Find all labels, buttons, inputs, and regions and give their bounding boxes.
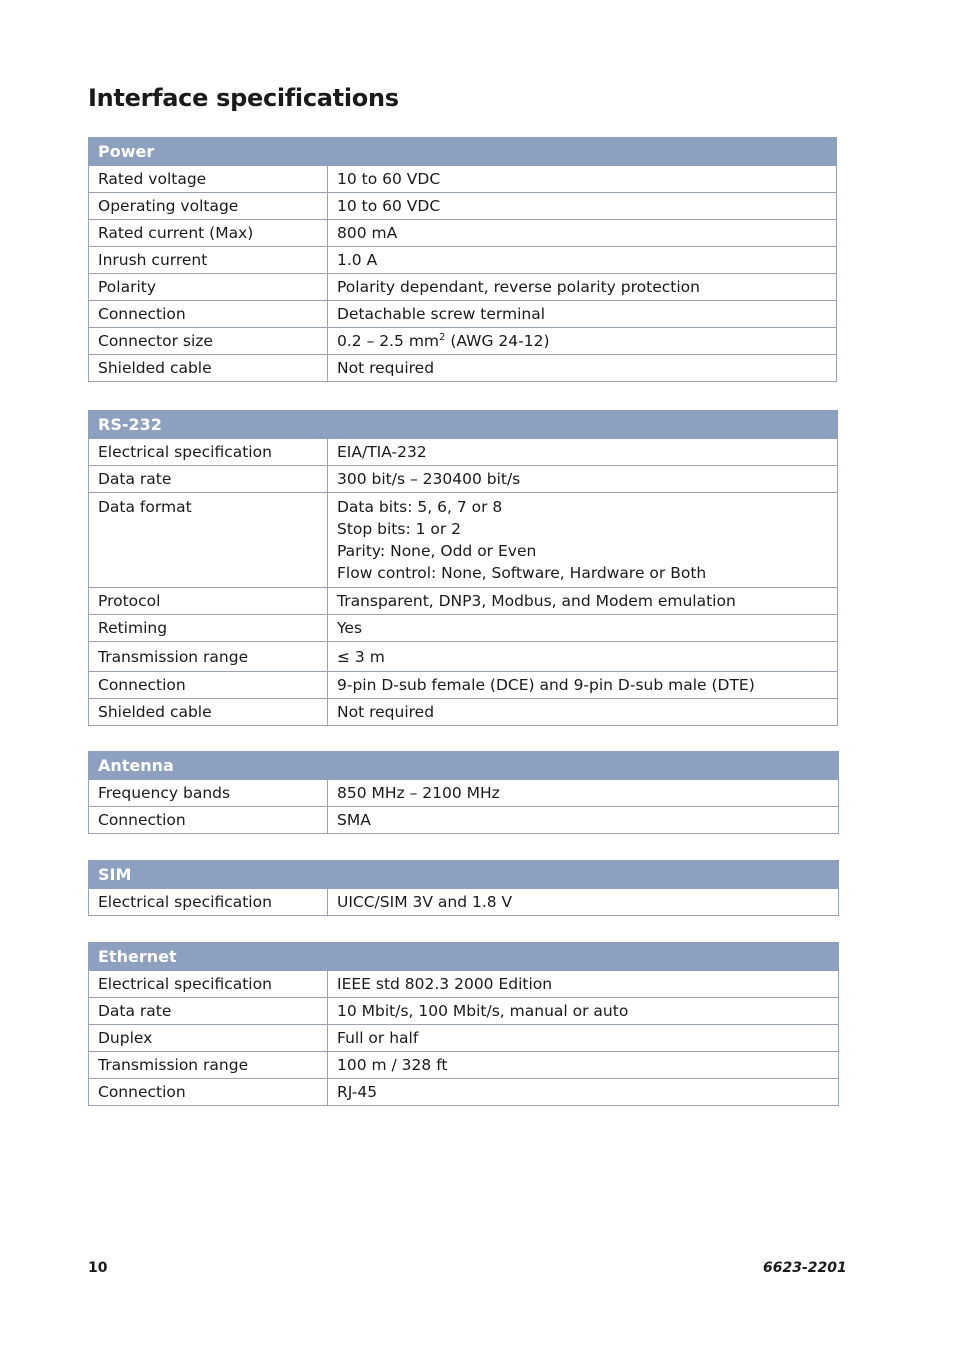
connector-size-suffix: (AWG 24-12) — [445, 332, 550, 351]
table-row — [89, 1025, 839, 1052]
ethernet-table — [88, 942, 839, 1106]
spec-value: 9-pin D-sub female (DCE) and 9-pin D-sub male (DTE) — [328, 672, 838, 699]
table-row — [89, 1052, 839, 1079]
table-row — [89, 274, 837, 301]
table-row — [89, 971, 839, 998]
data-format-line: Parity: None, Odd or Even — [337, 542, 537, 560]
spec-value: Full or half — [328, 1025, 839, 1052]
table-row — [89, 193, 837, 220]
table-row — [89, 672, 838, 699]
spec-label: Frequency bands — [89, 780, 328, 807]
table-row — [89, 328, 837, 355]
table-row — [89, 588, 838, 615]
spec-label: Data rate — [89, 998, 328, 1025]
data-format-line: Stop bits: 1 or 2 — [337, 520, 462, 538]
section-header-power: Power — [89, 138, 837, 166]
spec-value: ≤ 3 m — [328, 642, 838, 672]
spec-label: Electrical specification — [89, 889, 328, 916]
spec-label: Data rate — [89, 466, 328, 493]
table-row — [89, 247, 837, 274]
spec-value: 1.0 A — [328, 247, 837, 274]
data-format-line: Flow control: None, Software, Hardware or Both — [337, 564, 707, 582]
spec-value-multiline — [328, 493, 838, 588]
spec-value: 10 to 60 VDC — [328, 193, 837, 220]
spec-value: 10 Mbit/s, 100 Mbit/s, manual or auto — [328, 998, 839, 1025]
table-row — [89, 466, 838, 493]
spec-label: Electrical specification — [89, 971, 328, 998]
table-row — [89, 642, 838, 672]
table-row — [89, 780, 839, 807]
table-row — [89, 220, 837, 247]
spec-label: Electrical specification — [89, 439, 328, 466]
table-row — [89, 493, 838, 588]
rs232-table — [88, 410, 838, 726]
table-row — [89, 998, 839, 1025]
spec-value: Not required — [328, 699, 838, 726]
spec-value: IEEE std 802.3 2000 Edition — [328, 971, 839, 998]
power-table — [88, 137, 837, 382]
section-header-sim: SIM — [89, 861, 839, 889]
spec-value: 800 mA — [328, 220, 837, 247]
document-number: 6623-2201 — [763, 1260, 847, 1276]
spec-label: Data format — [89, 493, 328, 588]
spec-value: Detachable screw terminal — [328, 301, 837, 328]
spec-label: Connection — [89, 301, 328, 328]
table-row — [89, 166, 837, 193]
table-row — [89, 301, 837, 328]
spec-label: Duplex — [89, 1025, 328, 1052]
data-format-line: Data bits: 5, 6, 7 or 8 — [337, 498, 503, 516]
table-row — [89, 1079, 839, 1106]
table-row — [89, 615, 838, 642]
spec-value: EIA/TIA-232 — [328, 439, 838, 466]
spec-value: 300 bit/s – 230400 bit/s — [328, 466, 838, 493]
spec-label: Transmission range — [89, 1052, 328, 1079]
table-row — [89, 807, 839, 834]
spec-value: Transparent, DNP3, Modbus, and Modem emulation — [328, 588, 838, 615]
section-header-ethernet: Ethernet — [89, 943, 839, 971]
sim-table — [88, 860, 839, 916]
table-row — [89, 355, 837, 382]
spec-value: 10 to 60 VDC — [328, 166, 837, 193]
page-title: Interface specifications — [88, 84, 399, 112]
spec-label: Rated current (Max) — [89, 220, 328, 247]
spec-value: 850 MHz – 2100 MHz — [328, 780, 839, 807]
spec-label: Shielded cable — [89, 355, 328, 382]
table-row — [89, 439, 838, 466]
spec-value: Polarity dependant, reverse polarity protection — [328, 274, 837, 301]
spec-label: Protocol — [89, 588, 328, 615]
page-number: 10 — [88, 1260, 108, 1276]
spec-value: Not required — [328, 355, 837, 382]
spec-label: Connection — [89, 807, 328, 834]
spec-label: Transmission range — [89, 642, 328, 672]
spec-value: UICC/SIM 3V and 1.8 V — [328, 889, 839, 916]
spec-value: Yes — [328, 615, 838, 642]
connector-size-superscript: 2 — [439, 331, 446, 343]
spec-label: Connector size — [89, 328, 328, 355]
section-header-antenna: Antenna — [89, 752, 839, 780]
spec-value — [328, 328, 837, 355]
table-row — [89, 699, 838, 726]
spec-label: Operating voltage — [89, 193, 328, 220]
spec-label: Connection — [89, 1079, 328, 1106]
spec-label: Polarity — [89, 274, 328, 301]
spec-label: Rated voltage — [89, 166, 328, 193]
spec-value: SMA — [328, 807, 839, 834]
connector-size-prefix: 0.2 – 2.5 mm — [337, 332, 440, 351]
spec-label: Retiming — [89, 615, 328, 642]
spec-label: Shielded cable — [89, 699, 328, 726]
antenna-table — [88, 751, 839, 834]
spec-value: 100 m / 328 ft — [328, 1052, 839, 1079]
section-header-rs232: RS-232 — [89, 411, 838, 439]
spec-label: Connection — [89, 672, 328, 699]
spec-label: Inrush current — [89, 247, 328, 274]
spec-value: RJ-45 — [328, 1079, 839, 1106]
table-row — [89, 889, 839, 916]
